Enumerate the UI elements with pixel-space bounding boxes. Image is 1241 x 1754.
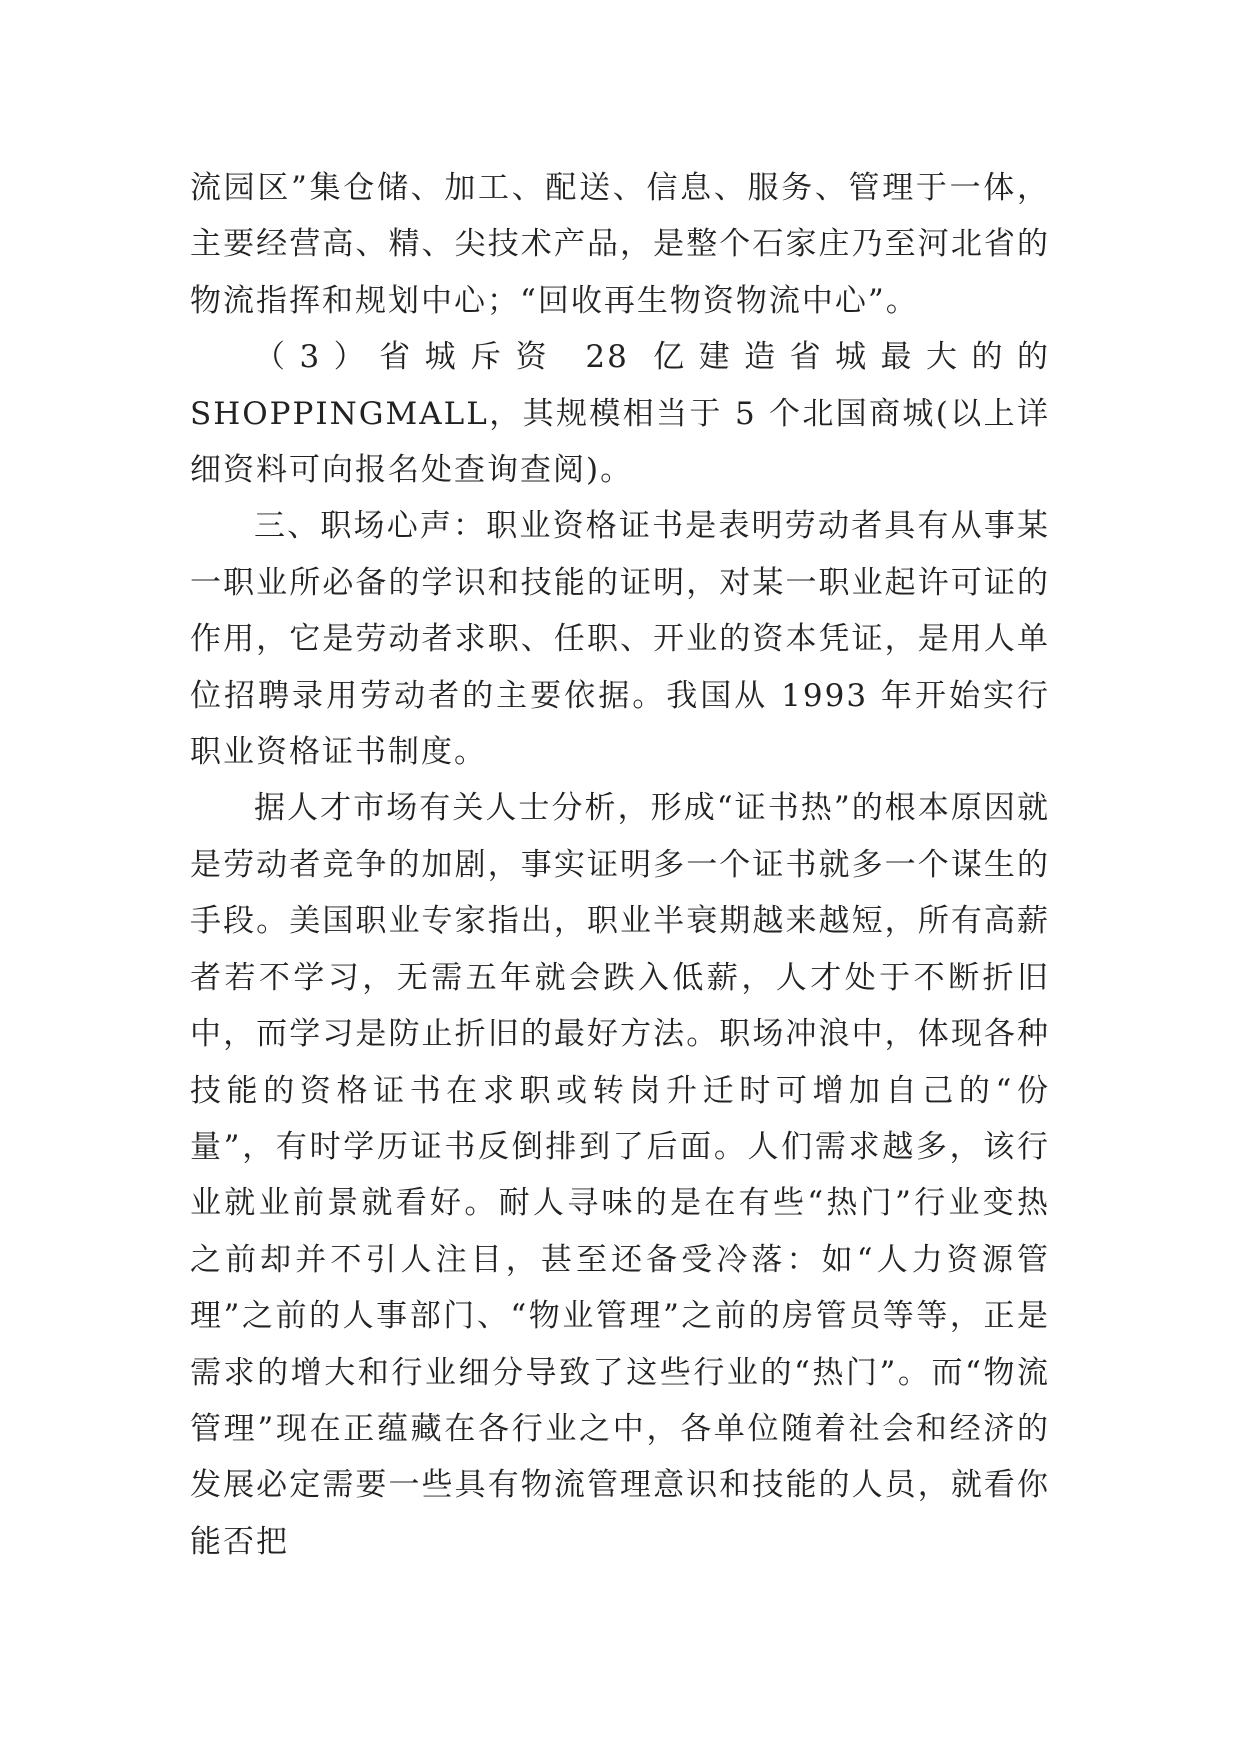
paragraph-certificate-fever: 据人才市场有关人士分析，形成“证书热”的根本原因就是劳动者竞争的加剧，事实证明多一个证书就多一个谋生的手段。美国职业专家指出，职业半衰期越来越短，所有高薪者若不学习，无需五年就会跌入低薪，人才处于不断折旧中，而学习是防止折旧的最好方法。职场冲浪中，体现各种技能的资格证书在求职或转岗升迁时可增加自己的“份量”，有时学历证书反倒排到了后面。人们需求越多，该行业就业前景就看好。耐人寻味的是在有些“热门”行业变热之前却并不引人注目，甚至还备受冷落：如“人力资源管理”之前的人事部门、“物业管理”之前的房管员等等，正是需求的增大和行业细分导致了这些行业的“热门”。而“物流管理”现在正蕴藏在各行业之中，各单位随着社会和经济的发展必定需要一些具有物流管理意识和技能的人员，就看你能否把 <box>190 790 1050 1560</box>
paragraph-shoppingmall: （3）省城斥资 28 亿建造省城最大的的 SHOPPINGMALL，其规模相当于 5 个北国商城(以上详细资料可向报名处查询查阅)。 <box>190 339 1050 489</box>
body-text <box>190 160 1050 1570</box>
paragraph-career-voice: 三、职场心声：职业资格证书是表明劳动者具有从事某一职业所必备的学识和技能的证明，对某一职业起许可证的作用，它是劳动者求职、任职、开业的资本凭证，是用人单位招聘录用劳动者的主要依据。我国从 1993 年开始实行职业资格证书制度。 <box>190 508 1050 771</box>
paragraph-continuation: 流园区”集仓储、加工、配送、信息、服务、管理于一体，主要经营高、精、尖技术产品，是整个石家庄乃至河北省的物流指挥和规划中心；“回收再生物资物流中心”。 <box>190 170 1050 319</box>
